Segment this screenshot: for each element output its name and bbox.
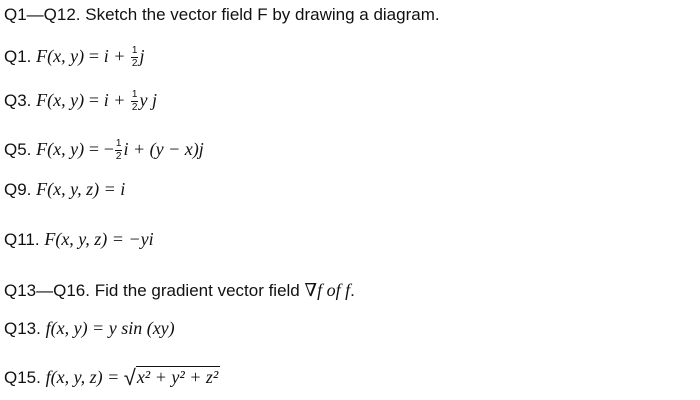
fraction-numerator: 1 bbox=[131, 45, 138, 57]
header-text: Q1—Q12. Sketch the vector field F by drawing a diagram. bbox=[4, 5, 440, 24]
fraction bbox=[115, 139, 123, 162]
formula: f(x, y) = y sin (xy) bbox=[45, 318, 175, 338]
question-label: Q1. bbox=[4, 47, 32, 66]
fraction bbox=[131, 46, 139, 69]
equals-sign: = bbox=[88, 139, 99, 159]
formula-lhs: F(x, y) bbox=[36, 90, 85, 110]
equals-sign: = bbox=[88, 90, 99, 110]
header-math: ∇f of f bbox=[304, 280, 351, 300]
formula-term: j bbox=[139, 46, 145, 66]
question-label: Q5. bbox=[4, 140, 32, 159]
fraction-numerator: 1 bbox=[115, 138, 122, 150]
formula-lhs: F(x, y) bbox=[36, 46, 85, 66]
formula-term: − bbox=[103, 139, 114, 159]
formula-term: i + bbox=[103, 90, 130, 110]
fraction-denominator: 2 bbox=[115, 151, 122, 163]
square-root-icon: √ bbox=[123, 365, 136, 390]
question-q1 bbox=[4, 45, 144, 69]
question-label: Q13. bbox=[4, 319, 41, 338]
question-label: Q9. bbox=[4, 180, 32, 199]
header-text: Q13—Q16. Fid the gradient vector field bbox=[4, 281, 305, 300]
equals-sign: = bbox=[88, 46, 99, 66]
header-period: . bbox=[350, 281, 355, 300]
formula-term: y j bbox=[139, 90, 157, 110]
section-header-gradient bbox=[4, 279, 355, 302]
formula-term: i + (y − x)j bbox=[123, 139, 204, 159]
question-q15 bbox=[4, 366, 220, 389]
formula-lhs: f(x, y, z) = bbox=[45, 367, 124, 387]
question-q13 bbox=[4, 317, 175, 340]
section-header-vector-fields bbox=[4, 4, 440, 26]
formula-lhs: F(x, y) bbox=[36, 139, 85, 159]
question-label: Q3. bbox=[4, 91, 32, 110]
fraction bbox=[131, 90, 139, 113]
question-q5 bbox=[4, 138, 204, 162]
formula: F(x, y, z) = i bbox=[36, 179, 126, 199]
question-q11 bbox=[4, 228, 154, 251]
radicand: x² + y² + z² bbox=[136, 367, 219, 387]
formula: F(x, y, z) = −yi bbox=[44, 229, 154, 249]
question-label: Q15. bbox=[4, 368, 41, 387]
formula-term: i + bbox=[103, 46, 130, 66]
question-q9 bbox=[4, 178, 125, 201]
fraction-denominator: 2 bbox=[131, 58, 138, 70]
question-label: Q11. bbox=[4, 230, 40, 249]
fraction-denominator: 2 bbox=[131, 102, 138, 114]
fraction-numerator: 1 bbox=[131, 89, 138, 101]
question-q3 bbox=[4, 89, 157, 113]
